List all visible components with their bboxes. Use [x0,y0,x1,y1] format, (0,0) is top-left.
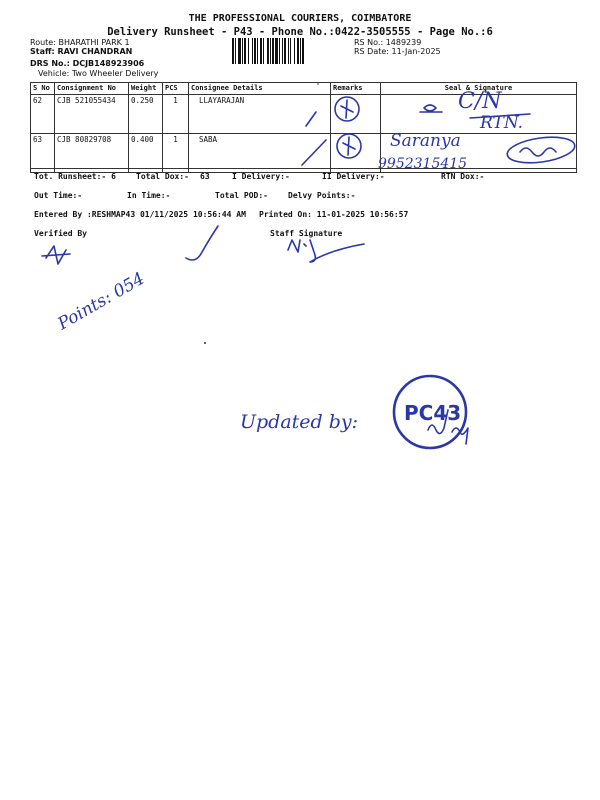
total-pod: Total POD:- [215,191,268,200]
row1-rtn-note: RTN. [480,113,524,133]
row2-phone-note: 9952315415 [378,156,468,172]
cell-sno: 63 [31,134,55,173]
col-remarks: Remarks [331,83,381,95]
check-mark [186,226,218,260]
col-seal-signature: Seal & Signature [381,83,577,95]
cell-consignee: LLAYARAJAN [189,95,331,134]
stamp-label: PC43 [404,401,462,425]
row1-cn-note: C/N [458,89,502,114]
printed-on: Printed On: 11-01-2025 10:56:57 [259,210,409,219]
col-pcs: PCS [163,83,189,95]
out-time: Out Time:- [34,191,83,200]
cell-weight: 0.400 [129,134,163,173]
in-time: In Time:- [127,191,171,200]
points-note: Points: 054 [54,268,149,335]
i-delivery: I Delivery:- [232,172,290,181]
runsheet-title: Delivery Runsheet - P43 - Phone No.:0422-3505555 - Page No.:6 [107,26,493,38]
verified-initials [42,246,70,264]
cell-pcs: 1 [163,134,189,173]
rtn-dox: RTN Dox:- [441,172,485,181]
tick-mark [306,112,316,126]
drs-label: DRS No.: DCJB148923906 [30,59,145,68]
cell-consignee: SABA [189,134,331,173]
staff-label: Staff: RAVI CHANDRAN [30,47,133,56]
tot-runsheet: Tot. Runsheet:- 6 [34,172,116,181]
vehicle-label: Vehicle: Two Wheeler Delivery [38,69,159,78]
seal-squiggle [420,105,442,112]
staff-signature [288,240,364,262]
cell-sno: 62 [31,95,55,134]
rs-date: RS Date: 11-Jan-2025 [354,47,441,56]
cell-consignment: CJB 521055434 [55,95,129,134]
rs-number: RS No.: 1489239 [354,38,422,47]
ii-delivery: II Delivery:- [322,172,385,181]
cell-pcs: 1 [163,95,189,134]
col-consignment: Consignment No [55,83,129,95]
cell-consignment: CJB 80829708 [55,134,129,173]
delvy-points: Delvy Points:- [288,191,356,200]
col-sno: S No [31,83,55,95]
company-name: THE PROFESSIONAL COURIERS, COIMBATORE [188,13,412,24]
cell-weight: 0.250 [129,95,163,134]
total-dox-value: 63 [200,172,210,181]
col-consignee: Consignee Details [189,83,331,95]
row2-name-note: Saranya [390,131,461,151]
total-dox: Total Dox:- [136,172,189,181]
seal-oval [506,133,577,166]
verified-by: Verified By [34,229,87,238]
staff-signature-label: Staff Signature [270,229,343,238]
entered-by: Entered By :RESHMAP43 01/11/2025 10:56:44 AM [34,210,246,219]
updated-by-note: Updated by: [240,411,359,433]
col-weight: Weight [129,83,163,95]
route-label: Route: BHARATHI PARK 1 [30,38,130,47]
tick-mark [302,140,326,165]
